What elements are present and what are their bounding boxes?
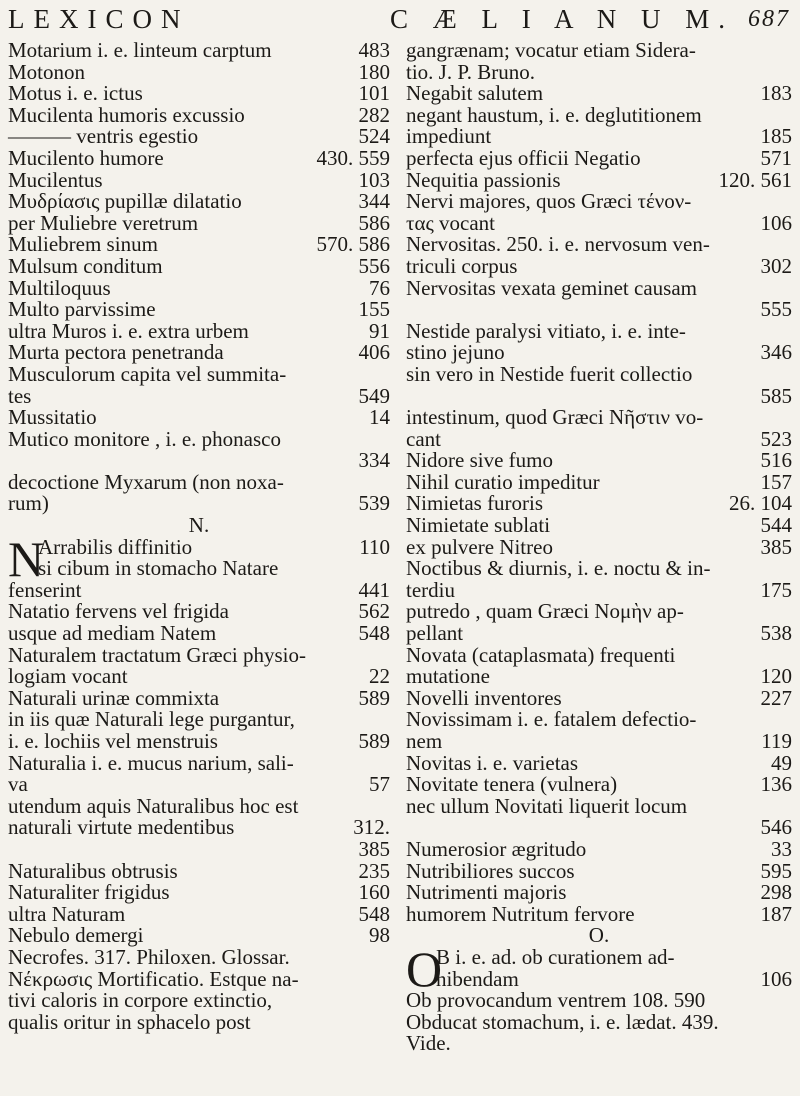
entry-page-ref: 406 [358, 340, 390, 365]
index-entry [8, 299, 390, 321]
entry-text: Naturalem tractatum Græci physio- [8, 642, 306, 667]
entry-page-ref: 589 [358, 729, 390, 753]
index-entry [8, 858, 390, 883]
index-entry [8, 966, 390, 991]
entry-text: B i. e. ad. ob curationem ad- [436, 944, 675, 969]
index-entry [406, 774, 792, 796]
entry-page-ref: 344 [358, 189, 390, 214]
entry-text: perfecta ejus officii Negatio [406, 145, 641, 170]
index-entry [8, 817, 390, 839]
entry-page-ref: 282 [358, 102, 390, 127]
index-entry [8, 558, 390, 580]
entry-text: negant haustum, i. e. deglutitionem [406, 102, 702, 127]
index-entry [8, 685, 390, 710]
drop-cap: N [8, 530, 45, 587]
index-entry [8, 167, 390, 192]
entry-text: hibendam [436, 966, 519, 991]
index-entry [406, 469, 792, 494]
page-number: 687 [748, 6, 790, 32]
index-entry [406, 426, 792, 451]
index-entry [406, 925, 792, 947]
index-entry [8, 469, 390, 494]
entry-page-ref: 538 [760, 621, 792, 646]
entry-text: Negabit salutem [406, 81, 544, 106]
entry-page-ref: 103 [358, 167, 390, 192]
entry-text: sin vero in Nestide fuerit collectio [406, 361, 693, 386]
index-entry [8, 577, 390, 602]
entry-text: decoctione Myxarum (non noxa- [8, 469, 284, 494]
index-entry [8, 102, 390, 127]
entry-text: per Muliebre veretrum [8, 210, 199, 235]
entry-page-ref: 185 [760, 124, 792, 149]
entry-text: Nequitia passionis [406, 167, 561, 192]
entry-text: Nihil curatio impeditur [406, 469, 600, 494]
header-right-title: C Æ L I A N U M. [390, 4, 735, 34]
entry-page-ref: 49 [771, 750, 792, 775]
index-entry [406, 167, 792, 192]
entry-page-ref: 119 [761, 729, 792, 753]
index-entry [406, 145, 792, 170]
index-entry [8, 318, 390, 343]
entry-page-ref: 106 [760, 210, 792, 235]
entry-page-ref: 539 [358, 491, 390, 516]
entry-text: humorem Nutritum fervore [406, 901, 635, 926]
entry-page-ref: 235 [358, 858, 390, 883]
entry-page-ref: 76 [369, 275, 390, 300]
entry-page-ref: 346 [760, 340, 792, 365]
index-entry [8, 145, 390, 170]
entry-text: logiam vocant [8, 664, 128, 689]
entry-page-ref: 570. 586 [316, 232, 390, 257]
entry-page-ref: 22 [369, 664, 390, 689]
entry-page-ref: 586 [358, 210, 390, 235]
entry-text: intestinum, quod Græci Νῆστιν vo- [406, 405, 704, 430]
entry-text: Ob provocandum ventrem 108. 590 [406, 988, 706, 1013]
index-entry [406, 666, 792, 688]
index-entry [406, 836, 792, 861]
entry-text: Obducat stomachum, i. e. lædat. 439. [406, 1009, 719, 1034]
index-entry [406, 493, 792, 515]
index-entry [8, 361, 390, 386]
entry-page-ref: 571 [760, 145, 792, 170]
entry-text: Musculorum capita vel summita- [8, 361, 287, 386]
index-entry [406, 210, 792, 235]
index-entry [406, 253, 792, 278]
entry-page-ref: 430. 559 [316, 145, 390, 170]
index-entry [406, 361, 792, 386]
index-entry [406, 642, 792, 667]
entry-page-ref: 120. 561 [718, 167, 792, 192]
entry-page-ref: 385 [760, 534, 792, 559]
index-entry [8, 426, 390, 451]
entry-text: impediunt [406, 124, 492, 149]
entry-text: pellant [406, 621, 464, 646]
index-entry [406, 990, 792, 1012]
entry-page-ref: 548 [358, 901, 390, 926]
entry-text: gangrænam; vocatur etiam Sidera- [406, 38, 696, 62]
entry-text: Arrabilis diffinitio [38, 534, 193, 559]
entry-page-ref: 155 [358, 297, 390, 322]
entry-page-ref: 160 [358, 880, 390, 905]
index-entry [8, 342, 390, 364]
entry-page-ref: 175 [760, 577, 792, 602]
entry-text: Murta pectora penetranda [8, 340, 224, 365]
entry-text: si cibum in stomacho Natare [38, 556, 279, 581]
index-entry [8, 925, 390, 947]
entry-page-ref: 523 [760, 426, 792, 451]
index-entry [8, 210, 390, 235]
entry-page-ref: 26. 104 [729, 491, 792, 516]
entry-text: Multiloquus [8, 275, 111, 300]
index-entry [406, 59, 792, 84]
index-entry [406, 515, 792, 537]
entry-text: Nestide paralysi vitiato, i. e. inte- [406, 318, 686, 343]
index-entry [8, 901, 390, 926]
entry-text: naturali virtute medentibus [8, 815, 235, 840]
index-entry [8, 407, 390, 429]
entry-text: Nimietas furoris [406, 491, 544, 516]
index-entry [406, 731, 792, 753]
entry-text: usque ad mediam Natem [8, 621, 217, 646]
index-entry [8, 836, 390, 861]
index-entry [406, 234, 792, 256]
entry-text: N. [188, 513, 210, 538]
index-entry [406, 623, 792, 645]
entry-page-ref: 483 [358, 38, 390, 62]
entry-page-ref: 546 [760, 815, 792, 840]
entry-page-ref: 180 [358, 59, 390, 84]
index-entry [406, 1009, 792, 1034]
index-entry [406, 685, 792, 710]
index-entry [406, 299, 792, 321]
entry-page-ref: 589 [358, 685, 390, 710]
index-entry [8, 493, 390, 515]
entry-text: Novissimam i. e. fatalem defectio- [406, 707, 697, 732]
entry-text: Mucilenta humoris excussio [8, 102, 245, 127]
entry-page-ref: 441 [358, 577, 390, 602]
entry-text: ultra Naturam [8, 901, 126, 926]
entry-text: Novitas i. e. varietas [406, 750, 579, 775]
entry-text: mutatione [406, 664, 490, 689]
entry-text: i. e. lochiis vel menstruis [8, 729, 218, 753]
entry-page-ref: 57 [369, 772, 390, 797]
page-header [8, 4, 790, 40]
index-entry [406, 966, 792, 991]
index-entry [406, 793, 792, 818]
entry-text: nem [406, 729, 443, 753]
entry-page-ref: 302 [760, 253, 792, 278]
right-column [406, 40, 792, 1055]
entry-text: putredo , quam Græci Νομὴν ap- [406, 599, 684, 624]
entry-text: Novitate tenera (vulnera) [406, 772, 618, 797]
index-entry [406, 558, 792, 580]
index-entry [8, 1009, 390, 1034]
entry-text: fenserint [8, 577, 82, 602]
index-entry [406, 102, 792, 127]
entry-page-ref: 548 [358, 621, 390, 646]
index-entry [406, 318, 792, 343]
entry-text: τας vocant [406, 210, 495, 235]
entry-page-ref: 187 [760, 901, 792, 926]
entry-page-ref: 101 [358, 81, 390, 106]
entry-text: Motus i. e. ictus [8, 81, 143, 106]
entry-text: Nutribiliores succos [406, 858, 575, 883]
entry-text: tes [8, 383, 32, 408]
entry-text: Nervositas vexata geminet causam [406, 275, 697, 300]
entry-text: cant [406, 426, 441, 451]
entry-text: ex pulvere Nitreo [406, 534, 553, 559]
entry-page-ref: 312. [353, 815, 390, 840]
index-entry [406, 383, 792, 408]
entry-page-ref: 549 [358, 383, 390, 408]
header-left-title: LEXICON [8, 4, 190, 34]
entry-page-ref: 136 [760, 772, 792, 797]
drop-cap: O [406, 940, 443, 997]
index-entry [406, 709, 792, 731]
entry-page-ref: 516 [760, 448, 792, 473]
entry-text: Mucilentus [8, 167, 103, 192]
entry-page-ref: 33 [771, 836, 792, 861]
entry-page-ref: 98 [369, 923, 390, 948]
index-entry [8, 774, 390, 796]
left-column [8, 40, 390, 1033]
entry-text: nec ullum Novitati liquerit locum [406, 793, 688, 818]
entry-text: Naturali urinæ commixta [8, 685, 220, 710]
entry-page-ref: 14 [369, 405, 390, 430]
entry-text: Mutico monitore , i. e. phonasco [8, 426, 281, 451]
entry-text: Mucilento humore [8, 145, 164, 170]
entry-page-ref: 106 [760, 966, 792, 991]
entry-text: Μυδρίασις pupillæ dilatatio [8, 189, 242, 214]
index-entry [8, 450, 390, 472]
index-entry [8, 793, 390, 818]
entry-text: ultra Muros i. e. extra urbem [8, 318, 249, 343]
entry-text: Motarium i. e. linteum carptum [8, 38, 272, 62]
entry-text: Vide. [406, 1031, 451, 1056]
index-entry [406, 407, 792, 429]
entry-page-ref: 227 [760, 685, 792, 710]
index-entry [406, 577, 792, 602]
index-entry [8, 191, 390, 213]
entry-page-ref: 555 [760, 297, 792, 322]
entry-text: Nervi majores, quos Græci τένον- [406, 189, 692, 214]
entry-page-ref: 595 [760, 858, 792, 883]
entry-text: Nebulo demergi [8, 923, 144, 948]
entry-text: qualis oritur in sphacelo post [8, 1009, 251, 1034]
entry-text: stino jejuno [406, 340, 505, 365]
entry-text: Nimietate sublati [406, 513, 551, 538]
index-entry [406, 858, 792, 883]
entry-page-ref: 298 [760, 880, 792, 905]
index-entry [8, 882, 390, 904]
index-entry [406, 83, 792, 105]
entry-text: rum) [8, 491, 49, 516]
index-entry [8, 990, 390, 1012]
index-entry [406, 534, 792, 559]
index-entry [8, 666, 390, 688]
entry-text: Νέκρωσις Mortificatio. Estque na- [8, 966, 299, 991]
entry-text: O. [588, 923, 610, 948]
index-entry [8, 515, 390, 537]
entry-page-ref: 157 [760, 469, 792, 494]
index-entry [8, 383, 390, 408]
entry-text: triculi corpus [406, 253, 518, 278]
index-entry [8, 253, 390, 278]
index-entry [8, 126, 390, 148]
index-entry [406, 750, 792, 775]
index-entry [406, 601, 792, 623]
entry-page-ref: 183 [760, 81, 792, 106]
index-entry [406, 882, 792, 904]
index-entry [8, 275, 390, 300]
entry-text: Naturalibus obtrusis [8, 858, 178, 883]
entry-text: Nutrimenti majoris [406, 880, 567, 905]
entry-page-ref: 385 [358, 836, 390, 861]
index-entry [406, 126, 792, 148]
index-entry [8, 601, 390, 623]
entry-page-ref: 334 [358, 448, 390, 473]
entry-text: Novelli inventores [406, 685, 562, 710]
entry-text: Numerosior ægritudo [406, 836, 587, 861]
entry-text: utendum aquis Naturalibus hoc est [8, 793, 299, 818]
entry-text: Necrofes. 317. Philoxen. Glossar. [8, 944, 290, 969]
entry-text: terdiu [406, 577, 455, 602]
index-entry [8, 731, 390, 753]
index-entry [406, 275, 792, 300]
entry-text: Muliebrem sinum [8, 232, 158, 257]
index-entry [8, 40, 390, 62]
index-entry [8, 59, 390, 84]
entry-text: Naturalia i. e. mucus narium, sali- [8, 750, 294, 775]
index-entry [8, 944, 390, 969]
entry-text: tio. J. P. Bruno. [406, 59, 535, 84]
index-entry [8, 83, 390, 105]
index-entry [8, 750, 390, 775]
entry-text: Motonon [8, 59, 86, 84]
entry-text: in iis quæ Naturali lege purgantur, [8, 707, 295, 732]
entry-text: Multo parvissime [8, 297, 156, 322]
index-entry [406, 40, 792, 62]
entry-text: Nidore sive fumo [406, 448, 553, 473]
entry-page-ref: 556 [358, 253, 390, 278]
entry-text: Noctibus & diurnis, i. e. noctu & in- [406, 556, 711, 581]
index-entry [8, 642, 390, 667]
index-entry [8, 623, 390, 645]
entry-page-ref: 120 [760, 664, 792, 689]
entry-text: ——— ventris egestio [8, 124, 199, 149]
entry-page-ref: 524 [358, 124, 390, 149]
entry-text: Mulsum conditum [8, 253, 163, 278]
entry-page-ref: 544 [760, 513, 792, 538]
index-entry [406, 342, 792, 364]
entry-page-ref: 585 [760, 383, 792, 408]
index-entry [8, 709, 390, 731]
entry-page-ref: 110 [359, 534, 390, 559]
index-entry [406, 901, 792, 926]
entry-text: va [8, 772, 28, 797]
entry-page-ref: 562 [358, 599, 390, 624]
entry-text: Naturaliter frigidus [8, 880, 170, 905]
entry-text: Novata (cataplasmata) frequenti [406, 642, 676, 667]
index-entry [406, 191, 792, 213]
index-entry [406, 450, 792, 472]
entry-text: Mussitatio [8, 405, 97, 430]
entry-page-ref: 91 [369, 318, 390, 343]
index-entry [406, 1033, 792, 1055]
entry-text: Nervositas. 250. i. e. nervosum ven- [406, 232, 710, 257]
entry-text: Natatio fervens vel frigida [8, 599, 229, 624]
entry-text: tivi caloris in corpore extinctio, [8, 988, 273, 1013]
index-entry [406, 817, 792, 839]
index-entry [8, 234, 390, 256]
